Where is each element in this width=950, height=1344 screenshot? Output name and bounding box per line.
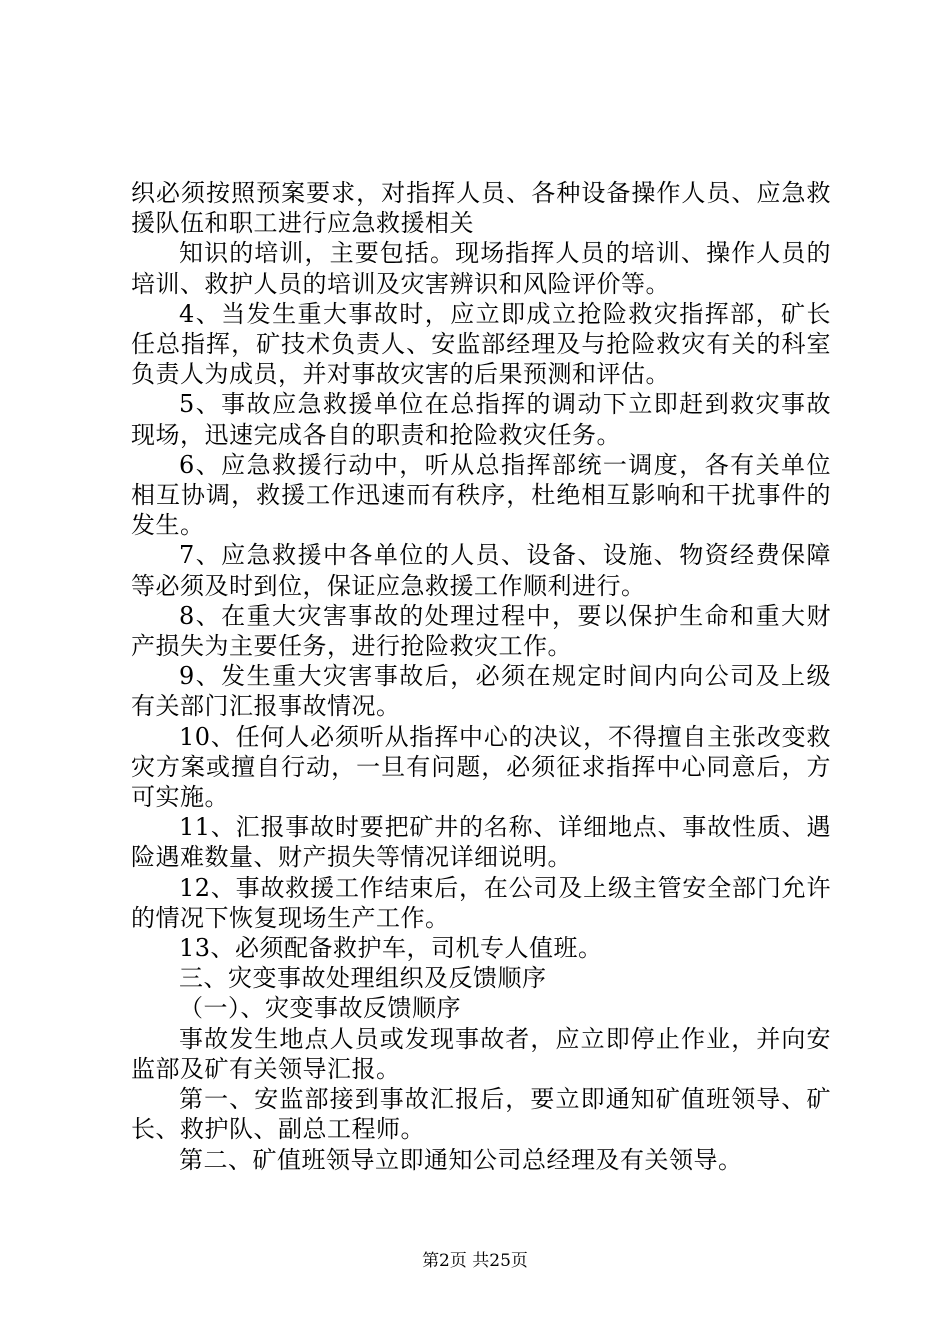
paragraph: 7、应急救援中各单位的人员、设备、设施、物资经费保障等必须及时到位，保证应急救援工作顺利进行。 [131, 541, 831, 600]
paragraph: 第二、矿值班领导立即通知公司总经理及有关领导。 [179, 1145, 743, 1174]
paragraph: 事故发生地点人员或发现事故者，应立即停止作业，并向安监部及矿有关领导汇报。 [131, 1024, 831, 1083]
document-body [131, 178, 831, 1175]
page-footer: 第2页 共25页 [422, 1251, 528, 1271]
paragraph: 4、当发生重大事故时，应立即成立抢险救灾指挥部，矿长任总指挥，矿技术负责人、安监部经理及与抢险救灾有关的科室负责人为成员，并对事故灾害的后果预测和评估。 [131, 299, 831, 389]
paragraph: 6、应急救援行动中，听从总指挥部统一调度，各有关单位相互协调，救援工作迅速而有秩序，杜绝相互影响和干扰事件的发生。 [131, 450, 831, 540]
paragraph: 13、必须配备救护车，司机专人值班。 [179, 934, 603, 963]
subsection-heading: （一）、灾变事故反馈顺序 [179, 994, 461, 1023]
paragraph: 11、汇报事故时要把矿井的名称、详细地点、事故性质、遇险遇难数量、财产损失等情况详细说明。 [131, 813, 831, 872]
paragraph: 9、发生重大灾害事故后，必须在规定时间内向公司及上级有关部门汇报事故情况。 [131, 662, 831, 721]
paragraph: 知识的培训，主要包括。现场指挥人员的培训、操作人员的培训、救护人员的培训及灾害辨识和风险评价等。 [131, 239, 831, 298]
section-heading: 三、灾变事故处理组织及反馈顺序 [179, 964, 547, 993]
paragraph: 第一、安监部接到事故汇报后，要立即通知矿值班领导、矿长、救护队、副总工程师。 [131, 1085, 831, 1144]
paragraph: 8、在重大灾害事故的处理过程中，要以保护生命和重大财产损失为主要任务，进行抢险救灾工作。 [131, 601, 831, 661]
paragraph: 织必须按照预案要求，对指挥人员、各种设备操作人员、应急救援队伍和职工进行应急救援相关 [131, 179, 831, 238]
paragraph: 5、事故应急救援单位在总指挥的调动下立即赶到救灾事故现场，迅速完成各自的职责和抢险救灾任务。 [131, 390, 831, 449]
paragraph: 12、事故救援工作结束后，在公司及上级主管安全部门允许的情况下恢复现场生产工作。 [131, 873, 831, 932]
paragraph: 10、任何人必须听从指挥中心的决议，不得擅自主张改变救灾方案或擅自行动，一旦有问题，必须征求指挥中心同意后，方可实施。 [131, 722, 831, 812]
